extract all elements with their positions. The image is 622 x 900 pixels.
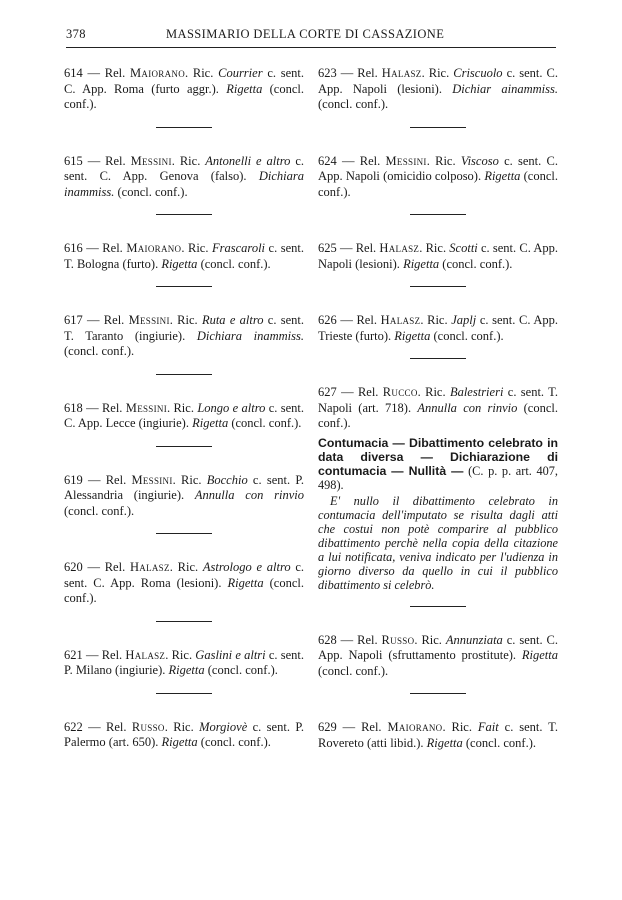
entry-outcome: Rigetta <box>394 328 431 343</box>
entry-number-text: 616 — Rel. <box>64 241 127 255</box>
entry-conclusion: (concl. conf.). <box>64 575 304 605</box>
ricorrente-name: Bocchio <box>206 472 248 487</box>
entry-number-text: 627 — Rel. <box>318 385 383 399</box>
entry-connector: . Ric. <box>185 66 219 80</box>
entry-conclusion: (concl. conf.). <box>64 503 135 518</box>
entry-outcome: Rigetta <box>161 735 198 749</box>
entry-number-text: 622 — Rel. <box>64 719 132 734</box>
entry-number-text: 628 — Rel. <box>318 632 382 647</box>
entry-number-text: 629 — Rel. <box>318 720 388 734</box>
case-entry <box>64 401 304 432</box>
massima-block <box>318 436 558 607</box>
right-column-top <box>318 66 558 432</box>
page-title: MASSIMARIO DELLA CORTE DI CASSAZIONE <box>166 27 445 41</box>
massima-heading-text: Contumacia — Dibattimento celebrato in data diversa — Dichiarazione di contumacia — Nullità — <box>318 435 558 478</box>
relatore-name: Messini <box>130 153 172 168</box>
entry-connector: . Ric. <box>172 472 207 487</box>
entry-connector: . Ric. <box>171 153 206 168</box>
entry-court-text: c. sent. C. App. Genova (falso). <box>64 153 305 183</box>
entry-outcome: Annulla con rinvio <box>194 488 304 502</box>
entry-separator <box>156 446 212 447</box>
case-entry-wrapper <box>64 720 304 751</box>
relatore-name: Halasz <box>380 313 421 327</box>
relatore-name: Russo <box>131 719 165 734</box>
entry-connector: . Ric. <box>169 560 203 574</box>
right-column-bottom <box>318 633 558 752</box>
entry-separator <box>156 127 212 128</box>
entry-outcome: Rigetta <box>403 256 440 271</box>
entry-conclusion: (concl. conf.). <box>197 735 271 749</box>
case-entry-wrapper <box>318 313 558 359</box>
ricorrente-name: Criscuolo <box>453 66 503 80</box>
ricorrente-name: Fait <box>477 720 499 734</box>
ricorrente-name: Frascaroli <box>212 241 266 255</box>
ricorrente-name: Longo e altro <box>197 400 266 415</box>
massima-heading <box>318 436 558 492</box>
case-entry <box>64 560 304 607</box>
case-entry-wrapper <box>64 66 304 128</box>
entry-conclusion: (concl. conf.). <box>228 416 302 430</box>
entry-court-text: c. sent. T. Rovereto (atti libid.). <box>318 720 558 750</box>
entry-conclusion: (concl. conf.). <box>318 663 389 678</box>
entry-connector: . Ric. <box>426 153 461 168</box>
entry-court-text: c. sent. P. Palermo (art. 650). <box>64 719 305 749</box>
entry-conclusion: (concl. conf.). <box>430 328 504 343</box>
case-entry <box>318 241 558 272</box>
case-entry <box>64 241 304 272</box>
entry-connector: . Ric. <box>167 400 198 415</box>
entry-connector: . Ric. <box>414 632 446 647</box>
entry-number-text: 617 — Rel. <box>64 313 129 327</box>
massima-text: E' nullo il dibattimento celebrato in contumacia dell'imputato se risulta dagli atti che costui non potè comparire al pubblico dibattimento perchè nella copia della citazione a lui notificata, veniva indicato per l'udienza in giorno diverso da quello in cui il pubblico dibattimento si celebrò. <box>318 493 558 592</box>
case-entry-wrapper <box>64 648 304 694</box>
entry-court-text: c. sent. P. Alessandria (ingiurie). <box>64 472 305 502</box>
entry-connector: . Ric. <box>165 647 196 662</box>
case-entry-wrapper <box>318 241 558 287</box>
entry-court-text: c. sent. C. App. Lecce (ingiurie). <box>64 400 304 430</box>
ricorrente-name: Balestrieri <box>449 385 504 399</box>
entry-outcome: Rigetta <box>168 663 205 677</box>
entry-connector: . Ric. <box>419 241 450 255</box>
entry-court-text: c. sent. C. App. Trieste (furto). <box>318 313 559 343</box>
entry-number-text: 621 — Rel. <box>64 647 126 662</box>
entry-conclusion: (concl. conf.). <box>318 97 389 111</box>
ricorrente-name: Japlj <box>451 313 477 327</box>
entry-connector: . Ric. <box>420 313 452 327</box>
case-entry <box>64 154 304 201</box>
entry-number-text: 624 — Rel. <box>318 153 386 168</box>
entry-separator <box>410 358 466 359</box>
entry-court-text: c. sent. T. Bologna (furto). <box>64 241 305 271</box>
ricorrente-name: Antonelli e altro <box>205 153 291 168</box>
ricorrente-name: Astrologo e altro <box>202 560 291 574</box>
relatore-name: Halasz <box>381 66 422 80</box>
case-entry-wrapper <box>64 241 304 287</box>
entry-separator <box>410 214 466 215</box>
relatore-name: Messini <box>385 153 427 168</box>
entry-number-text: 618 — Rel. <box>64 400 126 415</box>
entry-separator <box>156 286 212 287</box>
relatore-name: Messini <box>125 400 167 415</box>
entry-conclusion: (concl. conf.). <box>318 169 558 199</box>
entry-outcome: Rigetta <box>226 81 263 96</box>
massima-reference: (C. p. p. art. 407, 498). <box>318 463 558 492</box>
entry-connector: . Ric. <box>164 719 200 734</box>
running-header <box>66 27 556 45</box>
case-entry <box>318 720 558 751</box>
entry-conclusion: (concl. conf.). <box>204 663 278 677</box>
case-entry <box>318 313 558 344</box>
entry-court-text: c. sent. C. App. Napoli (sfruttamento prostitute). <box>318 632 558 662</box>
entry-connector: . Ric. <box>442 720 478 734</box>
entry-number-text: 615 — Rel. <box>64 153 131 168</box>
case-entry-wrapper <box>318 66 558 128</box>
case-entry <box>64 66 304 113</box>
entry-outcome: Rigetta <box>227 575 264 590</box>
entry-connector: . Ric. <box>421 66 454 80</box>
entry-number-text: 623 — Rel. <box>318 66 382 80</box>
entry-separator <box>156 693 212 694</box>
case-entry-wrapper <box>64 473 304 535</box>
entry-conclusion: (concl. conf.). <box>64 81 304 111</box>
case-entry <box>318 633 558 680</box>
entry-court-text: c. sent. C. App. Roma (furto aggr.). <box>64 66 304 96</box>
case-entry <box>64 720 304 751</box>
case-entry-wrapper <box>64 401 304 447</box>
ricorrente-name: Courrier <box>218 66 263 80</box>
entry-outcome: Rigetta <box>192 416 229 430</box>
case-entry <box>318 385 558 432</box>
entry-separator <box>156 533 212 534</box>
entry-outcome: Rigetta <box>484 169 521 183</box>
entry-outcome: Rigetta <box>161 256 198 271</box>
entry-number-text: 619 — Rel. <box>64 472 132 487</box>
entry-court-text: c. sent. T. Taranto (ingiurie). <box>64 313 305 343</box>
relatore-name: Halasz <box>129 560 170 574</box>
page-number: 378 <box>66 27 86 41</box>
case-entry-wrapper <box>64 560 304 622</box>
left-column <box>64 66 304 751</box>
entry-court-text: c. sent. C. App. Napoli (lesioni). <box>318 66 558 96</box>
relatore-name: Maiorano <box>126 241 182 255</box>
relatore-name: Russo <box>381 632 415 647</box>
ricorrente-name: Annunziata <box>445 632 503 647</box>
entry-outcome: Dichiara inammiss. <box>64 169 304 199</box>
entry-court-text: c. sent. C. App. Napoli (omicidio colposo). <box>318 153 558 183</box>
entry-separator <box>156 374 212 375</box>
entry-separator <box>156 621 212 622</box>
entry-separator <box>410 127 466 128</box>
entry-conclusion: (concl. conf.). <box>64 344 135 358</box>
ricorrente-name: Gaslini e altri <box>195 647 266 662</box>
entry-outcome: Rigetta <box>426 735 463 750</box>
entry-conclusion: (concl. conf.). <box>114 184 188 199</box>
entry-outcome: Dichiar ainammiss. <box>452 81 558 96</box>
ricorrente-name: Scotti <box>449 241 478 255</box>
entry-number-text: 626 — Rel. <box>318 313 381 327</box>
entry-conclusion: (concl. conf.). <box>197 256 271 271</box>
ricorrente-name: Viscoso <box>460 153 499 168</box>
entry-number-text: 614 — Rel. <box>64 66 130 80</box>
case-entry-wrapper <box>64 154 304 216</box>
entry-court-text: c. sent. T. Napoli (art. 718). <box>318 385 559 415</box>
case-entry-wrapper <box>318 385 558 432</box>
entry-number-text: 620 — Rel. <box>64 560 130 574</box>
case-entry <box>64 648 304 679</box>
entry-court-text: c. sent. C. App. Napoli (lesioni). <box>318 241 559 271</box>
entry-connector: . Ric. <box>169 313 202 327</box>
case-entry <box>64 313 304 360</box>
relatore-name: Messini <box>131 472 173 487</box>
entry-separator <box>156 214 212 215</box>
entry-conclusion: (concl. conf.). <box>462 735 536 750</box>
case-entry <box>64 473 304 520</box>
entry-number-text: 625 — Rel. <box>318 241 380 255</box>
ricorrente-name: Morgiovè <box>199 719 248 734</box>
case-entry-wrapper <box>318 633 558 695</box>
case-entry <box>318 66 558 113</box>
entry-outcome: Annulla con rinvio <box>417 400 518 415</box>
entry-court-text: c. sent. P. Milano (ingiurie). <box>64 647 305 677</box>
header-rule <box>66 47 556 48</box>
entry-separator <box>410 286 466 287</box>
entry-connector: . Ric. <box>417 385 450 399</box>
entry-separator <box>410 606 466 607</box>
relatore-name: Maiorano <box>129 66 185 80</box>
case-entry <box>318 154 558 201</box>
entry-outcome: Rigetta <box>521 648 558 662</box>
entry-outcome: Dichiara inammiss. <box>196 328 304 343</box>
case-entry-wrapper <box>318 154 558 216</box>
case-entry-wrapper <box>64 313 304 375</box>
case-entry-wrapper <box>318 720 558 751</box>
relatore-name: Halasz <box>125 647 166 662</box>
relatore-name: Halasz <box>379 241 420 255</box>
relatore-name: Messini <box>128 313 170 327</box>
relatore-name: Rucco <box>382 385 418 399</box>
entry-conclusion: (concl. conf.). <box>318 400 558 430</box>
entry-court-text: c. sent. C. App. Roma (lesioni). <box>64 560 305 590</box>
entry-conclusion: (concl. conf.). <box>439 256 513 271</box>
relatore-name: Maiorano <box>387 720 443 734</box>
entry-separator <box>410 693 466 694</box>
ricorrente-name: Ruta e altro <box>201 313 264 327</box>
right-column <box>318 66 558 751</box>
entry-connector: . Ric. <box>181 241 213 255</box>
